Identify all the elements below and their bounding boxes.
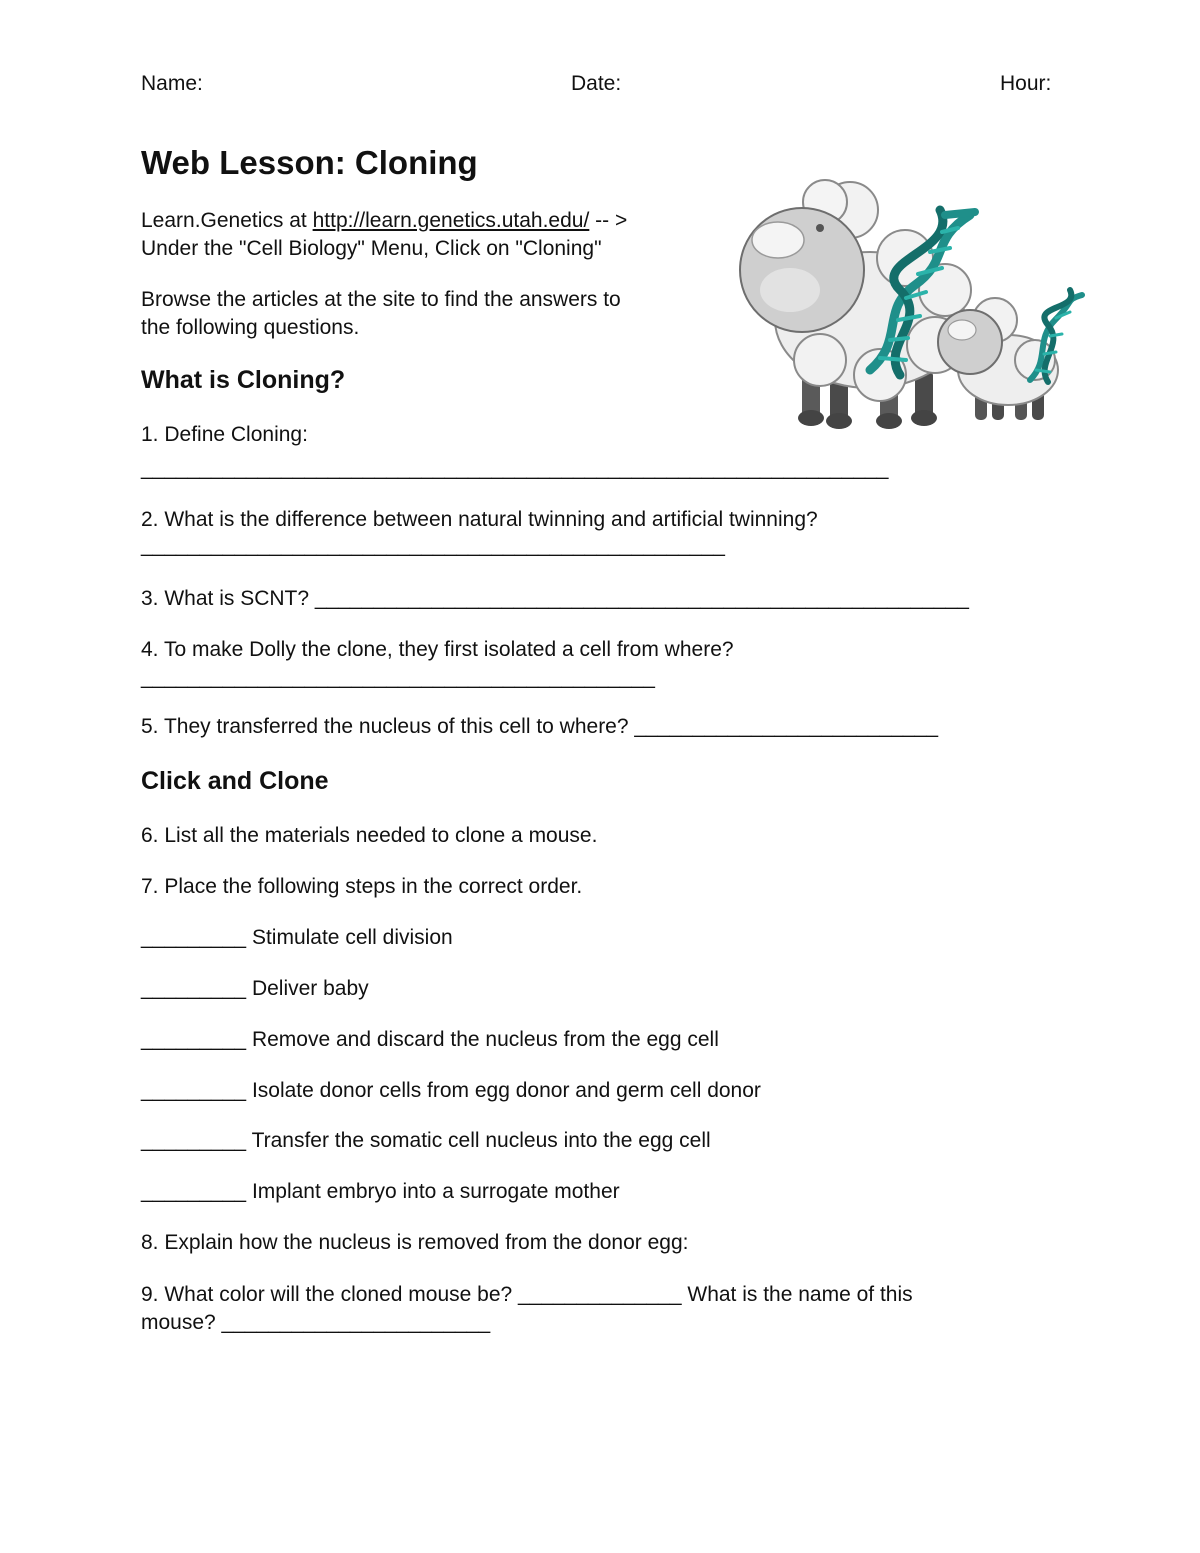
question-2: 2. What is the difference between natural twinning and artificial twinning? — [141, 508, 818, 531]
browse-line-1: Browse the articles at the site to find the answers to — [141, 288, 621, 311]
question-9-line-1: 9. What color will the cloned mouse be? ______________ What is the name of this — [141, 1283, 913, 1306]
big-sheep-head — [740, 208, 864, 332]
step-item: _________ Isolate donor cells from egg donor and germ cell donor — [141, 1079, 761, 1102]
question-9-line-2: mouse? _______________________ — [141, 1311, 491, 1334]
page-title: Web Lesson: Cloning — [141, 144, 478, 181]
step-item: _________ Remove and discard the nucleus from the egg cell — [141, 1028, 719, 1051]
date-label: Date: — [571, 72, 622, 95]
intro-line-2: Under the "Cell Biology" Menu, Click on "Cloning" — [141, 237, 602, 260]
hour-label: Hour: — [1000, 72, 1052, 95]
question-1: 1. Define Cloning: — [141, 423, 308, 446]
cloned-sheep-illustration — [730, 170, 1090, 440]
question-5: 5. They transferred the nucleus of this cell to where? __________________________ — [141, 715, 939, 738]
section-heading-what-is-cloning: What is Cloning? — [141, 366, 346, 394]
question-8: 8. Explain how the nucleus is removed from the donor egg: — [141, 1231, 689, 1254]
answer-blank-4[interactable]: ____________________________________________ — [141, 666, 655, 689]
step-item: _________ Deliver baby — [141, 977, 369, 1000]
step-item: _________ Transfer the somatic cell nucleus into the egg cell — [141, 1129, 711, 1152]
intro-prefix: Learn.Genetics at — [141, 209, 313, 232]
browse-line-2: the following questions. — [141, 316, 360, 339]
step-item: _________ Stimulate cell division — [141, 926, 453, 949]
section-heading-click-and-clone: Click and Clone — [141, 767, 329, 795]
intro-suffix: -- > — [589, 209, 628, 232]
question-7: 7. Place the following steps in the correct order. — [141, 875, 583, 898]
answer-blank-2[interactable]: __________________________________________________ — [141, 534, 725, 557]
intro-line-1 — [141, 207, 627, 235]
name-label: Name: — [141, 72, 203, 95]
question-4: 4. To make Dolly the clone, they first isolated a cell from where? — [141, 638, 734, 661]
question-3: 3. What is SCNT? ________________________________________________________ — [141, 587, 969, 610]
step-item: _________ Implant embryo into a surrogate mother — [141, 1180, 620, 1203]
question-6: 6. List all the materials needed to clone a mouse. — [141, 824, 598, 847]
learn-genetics-link[interactable]: http://learn.genetics.utah.edu/ — [312, 209, 590, 232]
answer-blank-1[interactable]: ________________________________________________________________ — [141, 457, 889, 480]
